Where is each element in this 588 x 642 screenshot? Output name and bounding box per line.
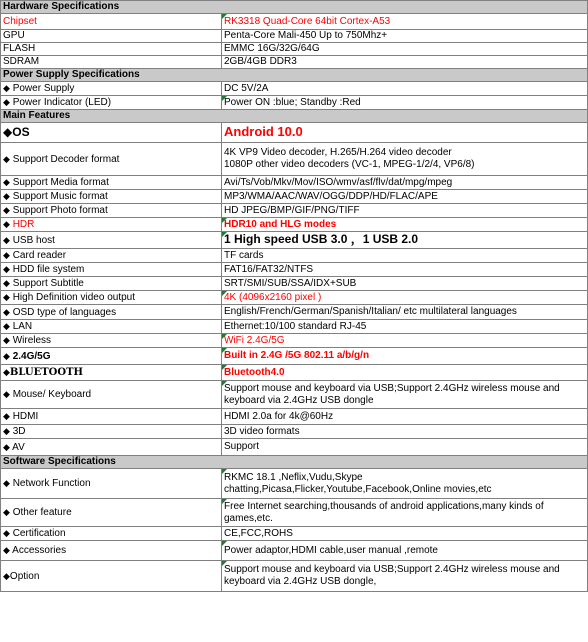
spec-label-cell [1,232,222,249]
spec-value: HDR10 and HLG modes [224,218,337,230]
spec-value: EMMC 16G/32G/64G [224,43,320,54]
spec-row-support-photo-format [1,204,588,218]
spec-value-cell [222,499,588,527]
spec-value-cell [222,541,588,561]
spec-label-cell [1,469,222,499]
spec-value: 4K (4096x2160 pixel ) [224,291,322,303]
spec-label-cell [1,348,222,365]
spec-label-cell [1,263,222,277]
diamond-bullet-icon: ◆ [3,264,10,274]
diamond-bullet-icon: ◆ [3,321,10,331]
spec-row-accessories [1,541,588,561]
spec-row-gpu [1,30,588,43]
spec-row-chipset [1,14,588,30]
spec-label-cell [1,291,222,305]
spec-value-cell [222,291,588,305]
spec-label: High Definition video output [12,292,136,303]
section-header-hardware-specifications [1,1,588,14]
spec-value: Free Internet searching,thousands of android applications,many kinds of games,etc. [224,500,544,524]
spec-value-cell [222,190,588,204]
spec-label: OS [12,124,30,139]
spec-row-network-function [1,469,588,499]
spec-label-cell [1,381,222,409]
spec-label: Support Decoder format [12,153,120,165]
spec-row-power-supply [1,82,588,96]
spec-value: 4K VP9 Video decoder, H.265/H.264 video decoder 1080P other video decoders (VC-1, MPEG-1/2/4, VP6/8) [224,147,475,170]
spec-value-cell [222,14,588,30]
spec-row-osd-type-of-languages [1,305,588,320]
spec-row-option [1,561,588,592]
diamond-bullet-icon: ◆ [3,545,10,555]
spec-value: SRT/SMI/SUB/SSA/IDX+SUB [224,277,357,289]
spec-value: Built in 2.4G /5G 802.11 a/b/g/n [224,350,370,361]
spec-label-cell [1,365,222,381]
diamond-bullet-icon: ◆ [3,219,10,229]
spec-row-bluetooth [1,365,588,381]
section-title: Main Features [1,110,588,123]
spec-label: HDD file system [12,264,85,275]
diamond-bullet-icon: ◆ [3,335,10,345]
spec-label-cell [1,56,222,69]
spec-value: English/French/German/Spanish/Italian/ etc multilateral languages [224,306,517,317]
spec-label: GPU [3,30,25,41]
spec-row-sdram [1,56,588,69]
diamond-bullet-icon: ◆ [3,306,10,317]
section-header-power-supply-specifications [1,69,588,82]
section-header-main-features [1,110,588,123]
spec-label: Chipset [3,15,37,27]
spec-row-support-decoder-format [1,143,588,176]
spec-value: 3D video formats [224,425,300,437]
spec-value-cell [222,56,588,69]
spec-value: Penta-Core Mali-450 Up to 750Mhz+ [224,30,388,41]
spec-value: Ethernet:10/100 standard RJ-45 [224,320,367,332]
spec-value: CE,FCC,ROHS [224,527,293,539]
spec-label-cell [1,561,222,592]
diamond-bullet-icon: ◆ [3,441,10,452]
spec-label-cell [1,249,222,263]
spec-label: Support Media format [12,177,109,188]
spec-value: FAT16/FAT32/NTFS [224,263,314,275]
spec-value-cell [222,305,588,320]
spec-label-cell [1,143,222,176]
spec-label-cell [1,439,222,456]
spec-label: Other feature [12,507,72,518]
diamond-bullet-icon: ◆ [3,278,10,288]
spec-label-cell [1,425,222,439]
diamond-bullet-icon: ◆ [3,350,10,361]
spec-value: DC 5V/2A [224,82,269,94]
spec-label-cell [1,96,222,110]
spec-row-2-4g-5g [1,348,588,365]
spec-value-cell [222,176,588,190]
spec-label: HDR [12,219,35,230]
spec-row-certification [1,527,588,541]
spec-value-cell [222,561,588,592]
spec-row-support-media-format [1,176,588,190]
section-title: Software Specifications [1,456,588,469]
diamond-bullet-icon: ◆ [3,426,10,436]
spec-value: Support mouse and keyboard via USB;Support 2.4GHz wireless mouse and keyboard via 2.4GHz USB dongle, [224,564,560,587]
spec-value-cell [222,218,588,232]
spec-value-cell [222,96,588,110]
spec-label: FLASH [3,43,36,54]
spec-label: AV [12,441,25,453]
spec-label-cell [1,277,222,291]
spec-value: 2GB/4GB DDR3 [224,56,297,67]
spec-value: Support mouse and keyboard via USB;Support 2.4GHz wireless mouse and keyboard via 2.4GHz USB dongle [224,382,560,406]
spec-value-cell [222,204,588,218]
spec-label: Mouse/ Keyboard [12,389,92,400]
spec-label: BLUETOOTH [9,367,83,378]
spec-value-cell [222,365,588,381]
spec-value-cell [222,232,588,249]
spec-value-cell [222,43,588,56]
spec-row-3d [1,425,588,439]
diamond-bullet-icon: ◆ [3,528,10,538]
spec-label: Accessories [12,545,67,556]
spec-label: Support Photo format [12,205,108,216]
diamond-bullet-icon: ◆ [3,83,10,93]
spec-row-flash [1,43,588,56]
spec-value: Android 10.0 [224,123,303,139]
spec-value: WiFi 2.4G/5G [224,334,285,346]
spec-row-hdr [1,218,588,232]
spec-row-lan [1,320,588,334]
diamond-bullet-icon: ◆ [3,153,10,164]
spec-label: Power Supply [12,83,75,94]
spec-value: HD JPEG/BMP/GIF/PNG/TIFF [224,204,360,216]
spec-label: Network Function [12,478,91,489]
spec-label: Card reader [12,250,67,261]
spec-row-hdmi [1,409,588,425]
section-header-software-specifications [1,456,588,469]
spec-label-cell [1,527,222,541]
section-title: Power Supply Specifications [1,69,588,82]
spec-row-usb-host [1,232,588,249]
spec-value: RK3318 Quad-Core 64bit Cortex-A53 [224,15,391,27]
spec-label: LAN [12,321,33,332]
diamond-bullet-icon: ◆ [3,389,10,399]
spec-row-card-reader [1,249,588,263]
spec-value-cell [222,30,588,43]
spec-label-cell [1,30,222,43]
spec-label: HDMI [12,411,39,422]
spec-value-cell [222,469,588,499]
spec-value: TF cards [224,249,264,261]
spec-label: 2.4G/5G [12,350,51,362]
spec-value-cell [222,381,588,409]
spec-value-cell [222,527,588,541]
spec-value: RKMC 18.1 ,Neflix,Vudu,Skype chatting,Picasa,Flicker,Youtube,Facebook,Online movies,etc [224,471,492,495]
spec-value: HDMI 2.0a for 4k@60Hz [224,410,334,422]
spec-row-high-definition-video-output [1,291,588,305]
spec-label-cell [1,43,222,56]
spec-label-cell [1,123,222,143]
spec-label-cell [1,14,222,30]
diamond-bullet-icon: ◆ [3,478,10,488]
spec-label-cell [1,305,222,320]
spec-row-power-indicator-led [1,96,588,110]
diamond-bullet-icon: ◆ [3,191,10,201]
spec-value: MP3/WMA/AAC/WAV/OGG/DDP/HD/FLAC/APE [224,190,438,202]
spec-label-cell [1,409,222,425]
spec-label: SDRAM [3,56,40,67]
spec-value-cell [222,439,588,456]
spec-value-cell [222,82,588,96]
spec-value: 1 High speed USB 3.0 ，1 USB 2.0 [224,232,419,246]
spec-value-cell [222,334,588,348]
spec-value-cell [222,425,588,439]
spec-value-cell [222,263,588,277]
spec-value: Power ON :blue; Standby :Red [224,96,361,108]
spec-value: Avi/Ts/Vob/Mkv/Mov/ISO/wmv/asf/flv/dat/mpg/mpeg [224,176,453,188]
spec-label: Option [9,570,40,582]
spec-label: Support Music format [12,191,108,202]
diamond-bullet-icon: ◆ [3,205,10,215]
spec-label: Power Indicator (LED) [12,97,112,108]
spec-label: Support Subtitle [12,278,84,289]
diamond-bullet-icon: ◆ [3,570,10,581]
spec-label: 3D [12,426,26,437]
spec-row-wireless [1,334,588,348]
spec-value: Bluetooth4.0 [224,366,285,378]
spec-value-cell [222,348,588,365]
spec-row-mouse-keyboard [1,381,588,409]
spec-label-cell [1,82,222,96]
spec-label-cell [1,218,222,232]
spec-value-cell [222,249,588,263]
diamond-bullet-icon: ◆ [3,411,10,421]
spec-row-support-music-format [1,190,588,204]
spec-label-cell [1,204,222,218]
spec-label: USB host [12,234,55,246]
spec-value-cell [222,123,588,143]
section-title: Hardware Specifications [1,1,588,14]
spec-row-other-feature [1,499,588,527]
spec-row-os [1,123,588,143]
spec-label-cell [1,190,222,204]
diamond-bullet-icon: ◆ [3,367,10,377]
diamond-bullet-icon: ◆ [3,177,10,187]
spec-value: Support [224,441,260,452]
spec-label-cell [1,176,222,190]
spec-label: Wireless [12,335,52,346]
diamond-bullet-icon: ◆ [3,234,10,245]
diamond-bullet-icon: ◆ [3,124,13,139]
spec-value-cell [222,143,588,176]
spec-label: Certification [12,528,66,539]
spec-row-hdd-file-system [1,263,588,277]
spec-label-cell [1,541,222,561]
diamond-bullet-icon: ◆ [3,507,10,517]
spec-row-av [1,439,588,456]
spec-label-cell [1,499,222,527]
spec-label-cell [1,320,222,334]
diamond-bullet-icon: ◆ [3,292,10,302]
spec-value-cell [222,320,588,334]
spec-value: Power adaptor,HDMI cable,user manual ,remote [224,544,438,556]
spec-label: OSD type of languages [12,306,117,318]
spec-row-support-subtitle [1,277,588,291]
diamond-bullet-icon: ◆ [3,250,10,260]
spec-value-cell [222,277,588,291]
spec-value-cell [222,409,588,425]
diamond-bullet-icon: ◆ [3,97,10,107]
spec-label-cell [1,334,222,348]
